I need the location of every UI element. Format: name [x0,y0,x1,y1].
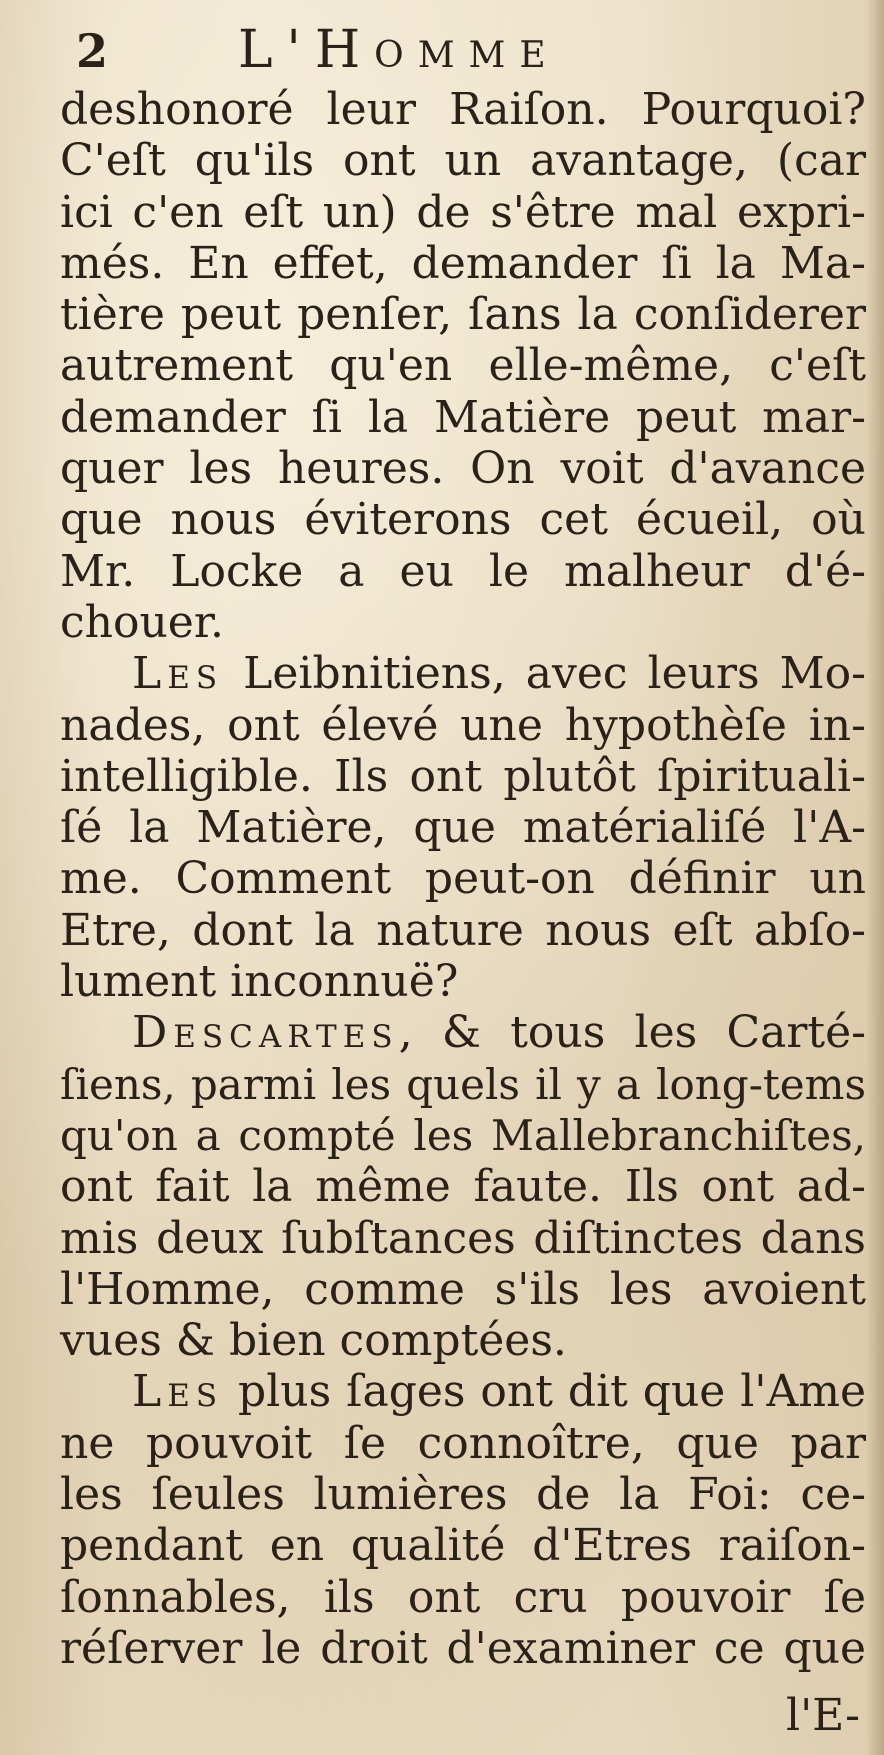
text-line: qu'on a compté les Mallebranchiſtes, [60,1110,866,1160]
body-text [60,84,866,1674]
text-line: Descartes, & tous les Carté- [132,1007,866,1059]
text-line: ont fait la même faute. Ils ont ad- [60,1161,866,1213]
text-line: chouer. [60,596,225,648]
text-line: Les Leibnitiens, avec leurs Mo- [132,648,866,700]
text-line: C'eſt qu'ils ont un avantage, (car [60,135,866,187]
text-line: les ſeules lumières de la Foi: ce- [60,1469,866,1521]
text-line: Les plus ſages ont dit que l'Ame [132,1366,866,1418]
text-line: deshonoré leur Raiſon. Pourquoi? [60,84,866,135]
small-caps-word: Les [132,648,224,700]
text-line: vues & bien comptées. [60,1315,567,1367]
running-head [70,14,870,84]
text-line: demander ſi la Matière peut mar- [60,391,866,443]
text-line: nades, ont élevé une hypothèſe in- [60,699,866,751]
text-line: l'Homme, comme s'ils les avoient [60,1263,866,1315]
text-line: més. En effet, demander ſi la Ma- [60,237,866,289]
text-line: quer les heures. On voit d'avance [60,443,866,495]
small-caps-word: Les [132,1366,224,1418]
text-line: que nous éviterons cet écueil, où [60,494,866,546]
text-line: tière peut penſer, ſans la conſiderer [60,289,866,341]
text-line: ſiens, parmi les quels il y a long-tems [60,1059,866,1109]
text-line: lument inconnuë? [60,956,459,1008]
text-line: pendant en qualité d'Etres raiſon- [60,1520,866,1572]
text-line: ſé la Matière, que matérialiſé l'A- [60,802,866,854]
text-line: intelligible. Ils ont plutôt ſpirituali- [60,750,866,802]
page-edge-shadow [866,0,884,1755]
text-line: ſonnables, ils ont cru pouvoir ſe [60,1571,866,1623]
page-number: 2 [76,24,109,78]
text-line: autrement qu'en elle-même, c'eſt [60,340,866,392]
text-line: ici c'en eſt un) de s'être mal expri- [60,186,866,238]
text-line: mis deux ſubſtances diſtinctes dans [60,1212,866,1264]
text-line: me. Comment peut-on définir un [60,853,866,905]
text-line: ne pouvoit ſe connoître, que par [60,1417,866,1469]
text-line: Etre, dont la nature nous eſt abſo- [60,904,866,956]
text-line: réſerver le droit d'examiner ce que [60,1622,866,1674]
small-caps-word: Descartes [132,1007,399,1059]
text-line: Mr. Locke a eu le malheur d'é- [60,545,866,597]
catchword: l'E- [786,1690,860,1741]
running-title: L'Homme [238,20,560,80]
